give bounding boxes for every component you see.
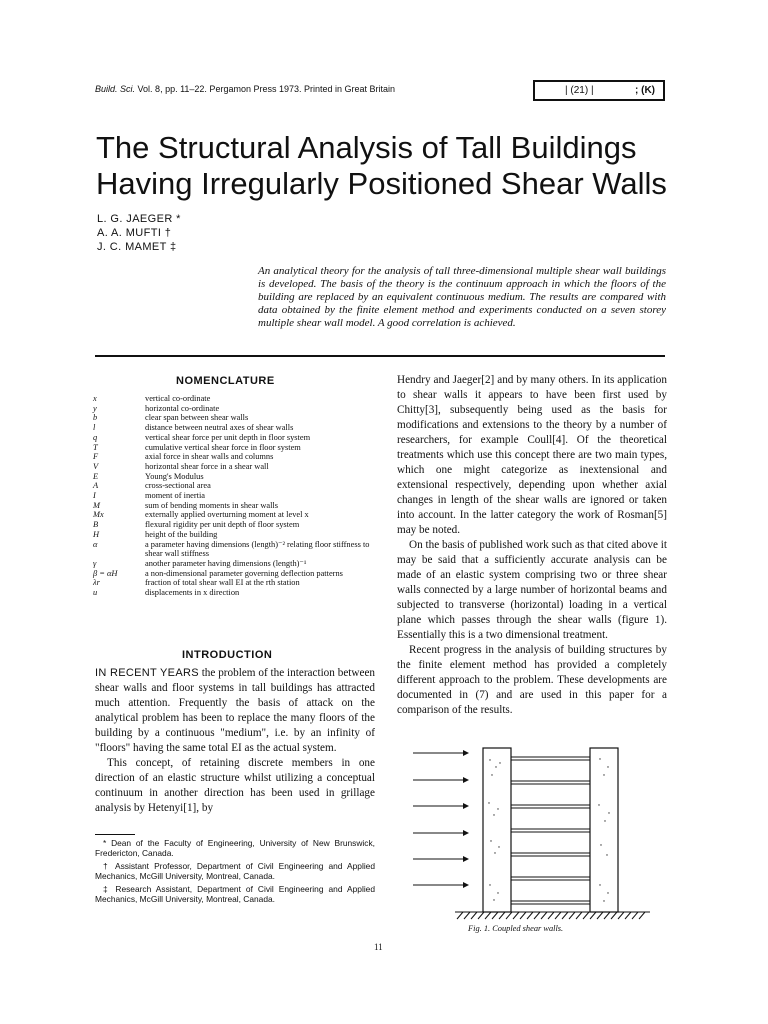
introduction-text bbox=[95, 666, 375, 816]
nomenclature-item bbox=[93, 578, 373, 588]
nomenclature-item bbox=[93, 462, 373, 472]
nomenclature-symbol: β = αH bbox=[93, 568, 118, 578]
nomenclature-definition: cumulative vertical shear force in floor system bbox=[145, 442, 301, 452]
nomenclature-item bbox=[93, 481, 373, 491]
nomenclature-symbol: I bbox=[93, 491, 96, 501]
nomenclature-definition: sum of bending moments in shear walls bbox=[145, 500, 279, 510]
reference-box bbox=[533, 80, 665, 101]
journal-citation bbox=[95, 84, 395, 94]
intro-paragraph-1-text: the problem of the interaction between shear walls and floor systems in tall buildings has attracted much attention. Frequently the basis of attack on the analytical problem has been to replace the many floors of the building by a continuous "medium", i.e. by an infinity of "floors" having the same total EI as the actual system. bbox=[95, 667, 375, 754]
footnotes bbox=[95, 838, 375, 907]
footnote-rule bbox=[95, 834, 135, 835]
nomenclature-definition: a parameter having dimensions (length)⁻² relating floor stiffness to shear wall stiffness bbox=[145, 539, 370, 559]
nomenclature-definition: height of the building bbox=[145, 529, 218, 539]
reference-number: | (21) | bbox=[565, 85, 594, 96]
right-column-text bbox=[397, 373, 667, 718]
nomenclature-heading: NOMENCLATURE bbox=[176, 375, 275, 387]
footnote-1: * Dean of the Faculty of Engineering, University of New Brunswick, Fredericton, Canada. bbox=[95, 838, 375, 858]
nomenclature-item bbox=[93, 588, 373, 598]
nomenclature-definition: moment of inertia bbox=[145, 491, 206, 501]
right-paragraph-3: Recent progress in the analysis of building structures by the finite element method has provided a completely different approach to the problem. These developments are documented in (7) and are used in this paper for a comparison of the results. bbox=[397, 644, 667, 716]
ground-support bbox=[455, 912, 650, 919]
nomenclature-item bbox=[93, 559, 373, 569]
nomenclature-definition: a non-dimensional parameter governing deflection patterns bbox=[145, 568, 343, 578]
nomenclature-symbol: M bbox=[93, 500, 100, 510]
nomenclature-definition: displacements in x direction bbox=[145, 588, 240, 598]
nomenclature-definition: axial force in shear walls and columns bbox=[145, 452, 274, 462]
nomenclature-definition: clear span between shear walls bbox=[145, 413, 249, 423]
abstract: An analytical theory for the analysis of tall three-dimensional multiple shear wall buildings is developed. The basis of the theory is the continuum approach in which the floors of the building are replaced by an equivalent continuous medium. The results are compared with data obtained by the finite element method and experiments conducted on a seven storey multiple shear wall model. A good correlation is achieved. bbox=[258, 265, 666, 329]
nomenclature-symbol: γ bbox=[93, 558, 97, 568]
nomenclature-item bbox=[93, 501, 373, 511]
nomenclature-item bbox=[93, 433, 373, 443]
right-paragraph-1: Hendry and Jaeger[2] and by many others. In its application to shear walls it appears to have been first used by Chitty[3], subsequently being used as the basis for modifications and extensions to the theory by a number of researchers, for example Coull[4]. Of the theoretical treatments which use this concept there are two main types, which one might categorize as inextensional and extensional respectively, depending upon whether axial changes in length of the shear walls are ignored or taken into account. In the latter category the work of Rosman[5] may be noted. bbox=[397, 374, 667, 536]
intro-paragraph-1 bbox=[95, 666, 375, 756]
nomenclature-list bbox=[93, 394, 373, 598]
nomenclature-item bbox=[93, 452, 373, 462]
nomenclature-symbol: b bbox=[93, 413, 98, 423]
nomenclature-definition: horizontal co-ordinate bbox=[145, 403, 220, 413]
nomenclature-symbol: A bbox=[93, 481, 99, 491]
nomenclature-symbol: E bbox=[93, 471, 99, 481]
page-number: 11 bbox=[374, 942, 383, 952]
nomenclature-item bbox=[93, 423, 373, 433]
author-3: J. C. MAMET ‡ bbox=[97, 241, 177, 253]
nomenclature-symbol: T bbox=[93, 442, 98, 452]
nomenclature-definition: Young's Modulus bbox=[145, 471, 204, 481]
nomenclature-definition: another parameter having dimensions (length)⁻¹ bbox=[145, 558, 307, 568]
nomenclature-definition: horizontal shear force in a shear wall bbox=[145, 461, 269, 471]
nomenclature-symbol: q bbox=[93, 432, 98, 442]
nomenclature-symbol: α bbox=[93, 539, 98, 549]
reference-code: ; (K) bbox=[635, 85, 655, 96]
journal-abbrev: Build. Sci. bbox=[95, 84, 136, 94]
figure-caption: Fig. 1. Coupled shear walls. bbox=[468, 924, 564, 933]
nomenclature-item bbox=[93, 569, 373, 579]
nomenclature-item bbox=[93, 394, 373, 404]
nomenclature-item bbox=[93, 404, 373, 414]
nomenclature-definition: flexural rigidity per unit depth of floor system bbox=[145, 520, 300, 530]
right-shear-wall bbox=[590, 748, 618, 912]
nomenclature-item bbox=[93, 413, 373, 423]
nomenclature-item bbox=[93, 491, 373, 501]
coupled-shear-walls-figure bbox=[410, 745, 660, 935]
citation-details: Vol. 8, pp. 11–22. Pergamon Press 1973. Printed in Great Britain bbox=[137, 84, 396, 94]
nomenclature-item bbox=[93, 472, 373, 482]
footnote-3: ‡ Research Assistant, Department of Civil Engineering and Applied Mechanics, McGill University, Montreal, Canada. bbox=[95, 884, 375, 904]
nomenclature-definition: cross-sectional area bbox=[145, 481, 211, 491]
nomenclature-symbol: H bbox=[93, 529, 100, 539]
nomenclature-symbol: x bbox=[93, 394, 97, 403]
paper-title: The Structural Analysis of Tall Buildings Having Irregularly Positioned Shear Walls bbox=[96, 130, 667, 201]
right-paragraph-2: On the basis of published work such as that cited above it may be said that a sufficiently accurate analysis can be made of an elastic system comprising two or three shear walls connected by a large number of horizontal beams and subjected to transverse (horizontal) loading in a vertical plane which passes through the shear walls (figure 1). Essentially this is a two dimensional treatment. bbox=[397, 539, 667, 641]
author-2: A. A. MUFTI † bbox=[97, 227, 172, 239]
intro-lead: IN RECENT YEARS bbox=[95, 667, 199, 679]
nomenclature-definition: vertical shear force per unit depth in floor system bbox=[145, 432, 311, 442]
nomenclature-definition: distance between neutral axes of shear walls bbox=[145, 423, 294, 433]
intro-paragraph-2: This concept, of retaining discrete members in one direction of an elastic structure whilst utilizing a conceptual continuum in another direction has been used in grillage analysis by Hetenyi[1], by bbox=[95, 757, 375, 814]
nomenclature-symbol: λr bbox=[93, 578, 100, 588]
nomenclature-definition: vertical co-ordinate bbox=[145, 394, 211, 403]
divider-rule bbox=[95, 355, 665, 357]
introduction-heading: INTRODUCTION bbox=[182, 649, 273, 661]
nomenclature-definition: externally applied overturning moment at level x bbox=[145, 510, 309, 520]
nomenclature-symbol: V bbox=[93, 461, 99, 471]
footnote-2: † Assistant Professor, Department of Civil Engineering and Applied Mechanics, McGill University, Montreal, Canada. bbox=[95, 861, 375, 881]
nomenclature-item bbox=[93, 530, 373, 540]
floor-beams bbox=[511, 757, 590, 904]
nomenclature-symbol: F bbox=[93, 452, 99, 462]
nomenclature-symbol: B bbox=[93, 520, 99, 530]
load-arrows bbox=[413, 753, 468, 885]
nomenclature-item bbox=[93, 520, 373, 530]
nomenclature-item bbox=[93, 510, 373, 520]
nomenclature-symbol: l bbox=[93, 423, 96, 433]
nomenclature-item bbox=[93, 443, 373, 453]
nomenclature-definition: fraction of total shear wall EI at the rth station bbox=[145, 578, 300, 588]
nomenclature-item bbox=[93, 540, 373, 559]
left-shear-wall bbox=[483, 748, 511, 912]
nomenclature-symbol: y bbox=[93, 403, 97, 413]
nomenclature-symbol: u bbox=[93, 588, 98, 598]
author-1: L. G. JAEGER * bbox=[97, 213, 181, 225]
nomenclature-symbol: Mx bbox=[93, 510, 104, 520]
